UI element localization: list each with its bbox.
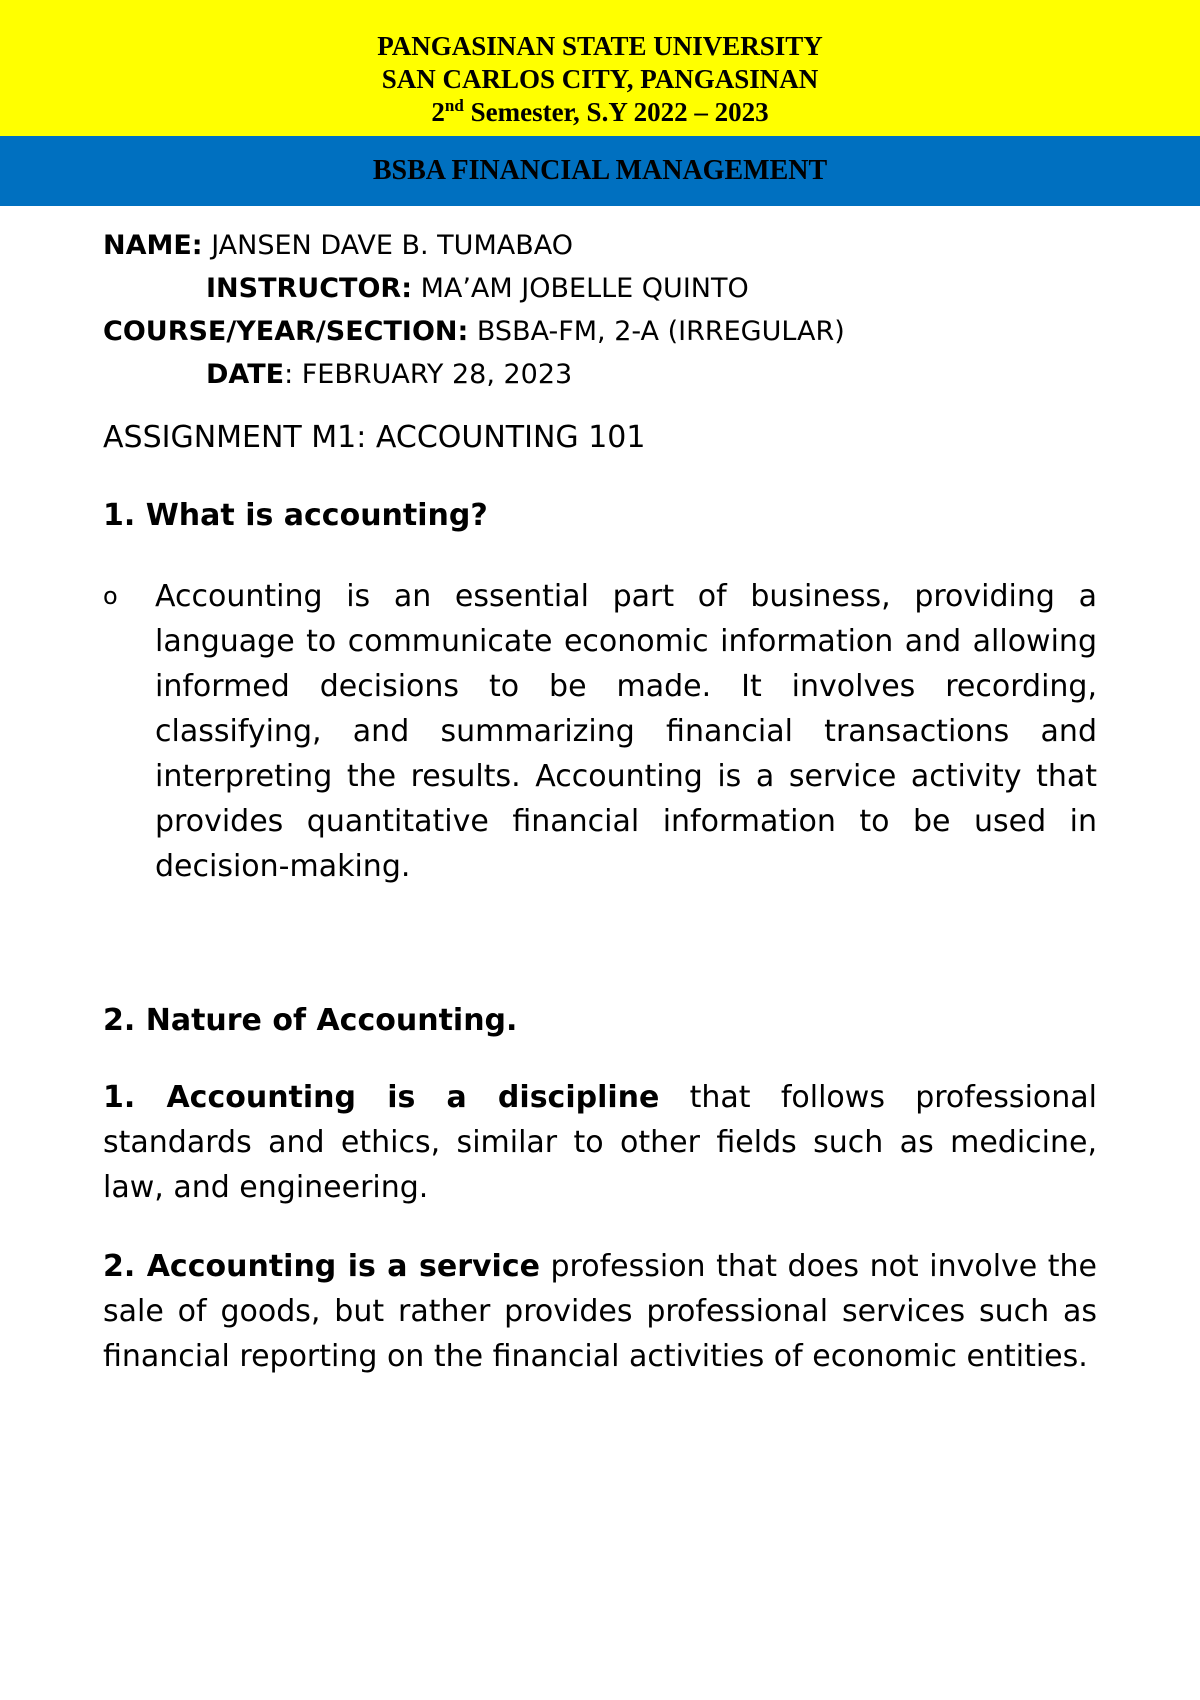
document-body [0, 206, 1200, 1379]
university-header [0, 0, 1200, 136]
course-value: BSBA-FM, 2-A (IRREGULAR) [468, 316, 845, 347]
semester-text: Semester, S.Y 2022 – 2023 [463, 97, 769, 127]
instructor-value: MA’AM JOBELLE QUINTO [412, 273, 749, 304]
circle-bullet-icon: o [103, 582, 118, 610]
university-name: PANGASINAN STATE UNIVERSITY [377, 31, 823, 61]
nature-point-1-heading: 1. Accounting is a discipline [103, 1080, 660, 1115]
date-line [103, 353, 1097, 396]
name-label: NAME: [103, 230, 203, 261]
nature-point-1 [103, 1075, 1097, 1210]
question-1-title: 1. What is accounting? [103, 498, 488, 533]
course-label: COURSE/YEAR/SECTION: [103, 316, 469, 347]
course-line [103, 310, 1097, 353]
semester-suffix: nd [444, 96, 464, 115]
date-label: DATE [206, 359, 285, 390]
date-value: : FEBRUARY 28, 2023 [284, 359, 573, 390]
program-banner [0, 136, 1200, 206]
nature-point-2-heading: 2. Accounting is a service [103, 1249, 540, 1284]
question-1-answer [103, 574, 1097, 889]
nature-point-2-text: profession that does not involve the sale of goods, but rather provides professional services such as financial reporting on the financial activities of economic entities. [103, 1249, 1098, 1374]
name-line [103, 224, 1097, 267]
nature-point-1-text: that follows professional standards and ethics, similar to other fields such as medicine, law, and engineering. [103, 1080, 1097, 1205]
program-title: BSBA FINANCIAL MANAGEMENT [372, 155, 828, 186]
semester-number: 2 [431, 97, 445, 127]
assignment-title: ASSIGNMENT M1: ACCOUNTING 101 [103, 420, 646, 455]
answer-text: Accounting is an essential part of business, providing a language to communicate economic information and allowing informed decisions to be made. It involves recording, classifying, and summarizing financial transactions and interpreting the results. Accounting is a service activity that provides quantitative financial information to be used in decision-making. [155, 579, 1097, 884]
nature-point-2 [103, 1244, 1097, 1379]
question-2-title: 2. Nature of Accounting. [103, 1003, 518, 1038]
semester-line [0, 96, 1200, 129]
instructor-line [103, 267, 1097, 310]
student-info [103, 224, 1097, 396]
instructor-label: INSTRUCTOR: [206, 273, 412, 304]
name-value: JANSEN DAVE B. TUMABAO [202, 230, 573, 261]
university-location: SAN CARLOS CITY, PANGASINAN [381, 64, 819, 94]
